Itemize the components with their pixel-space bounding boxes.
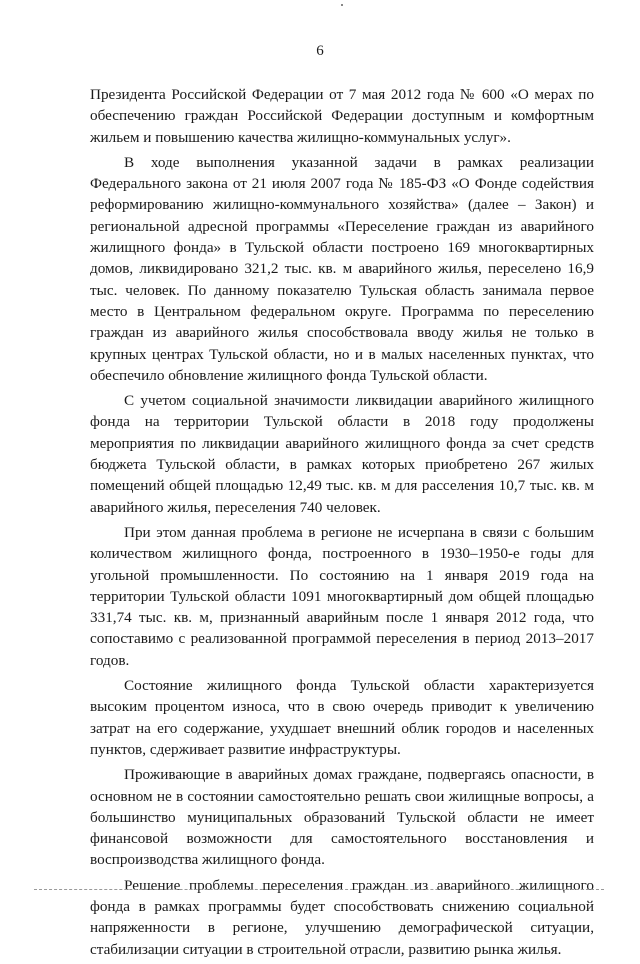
- paragraph: Состояние жилищного фонда Тульской области характеризуется высоким процентом износа, что в свою очередь приводит к увеличению затрат на его содержание, ухудшает внешний облик городов и населенных пунктов, сдерживает развитие инфраструктуры.: [90, 677, 594, 758]
- footer-divider: [34, 889, 604, 890]
- paragraph: С учетом социальной значимости ликвидации аварийного жилищного фонда на территории Тульской области в 2018 году продолжены мероприятия по ликвидации аварийного жилищного фонда за счет средств бюджета Тульской области, в рамках которых приобретено 267 жилых помещений общей площадью 12,49 тыс. кв. м для расселения 10,7 тыс. кв. м аварийного жилья, переселения 740 человек.: [90, 392, 594, 516]
- paragraph: При этом данная проблема в регионе не исчерпана в связи с большим количеством жилищного фонда, построенного в 1930–1950-е годы для угольной промышленности. По состоянию на 1 января 2019 года на территории Тульской области 1091 многоквартирный дом общей площадью 331,74 тыс. кв. м, признанный аварийным после 1 января 2012 года, что сопоставимо с реализованной программой переселения в период 2013–2017 годов.: [90, 523, 594, 669]
- paragraph: Проживающие в аварийных домах граждане, подвергаясь опасности, в основном не в состоянии самостоятельно решать свои жилищные вопросы, а большинство муниципальных образований Тульской области не имеет финансовой возможности для самостоятельного восстановления и воспроизводства жилищного фонда.: [90, 766, 594, 869]
- paragraph: Решение проблемы переселения граждан из аварийного жилищного фонда в рамках программы будет способствовать снижению социальной напряженности в регионе, улучшению демографической ситуации, стабилизации ситуации в строительной отрасли, развитию рынка жилья.: [90, 876, 594, 958]
- document-body: [90, 84, 594, 964]
- page-number: 6: [316, 43, 324, 59]
- paragraph: В ходе выполнения указанной задачи в рамках реализации Федерального закона от 21 июля 2007 года № 185-ФЗ «О Фонде содействия реформированию жилищно-коммунального хозяйства» (далее – Закон) и региональной адресной программы «Переселение граждан из аварийного жилищного фонда» в Тульской области построено 169 многоквартирных домов, ликвидировано 321,2 тыс. кв. м аварийного жилья, переселено 16,9 тыс. человек. По данному показателю Тульская область занимала первое место в Центральном федеральном округе. Программа по переселению граждан из аварийного жилья способствовала вводу жилья не только в крупных центрах Тульской области, но и в малых населенных пунктах, что обеспечило обновление жилищного фонда Тульской области.: [90, 153, 594, 384]
- paragraph-continuation: Президента Российской Федерации от 7 мая 2012 года № 600 «О мерах по обеспечению граждан Российской Федерации доступным и комфортным жильем и повышению качества жилищно-коммунальных услуг».: [90, 86, 594, 146]
- scan-mark: [341, 4, 343, 6]
